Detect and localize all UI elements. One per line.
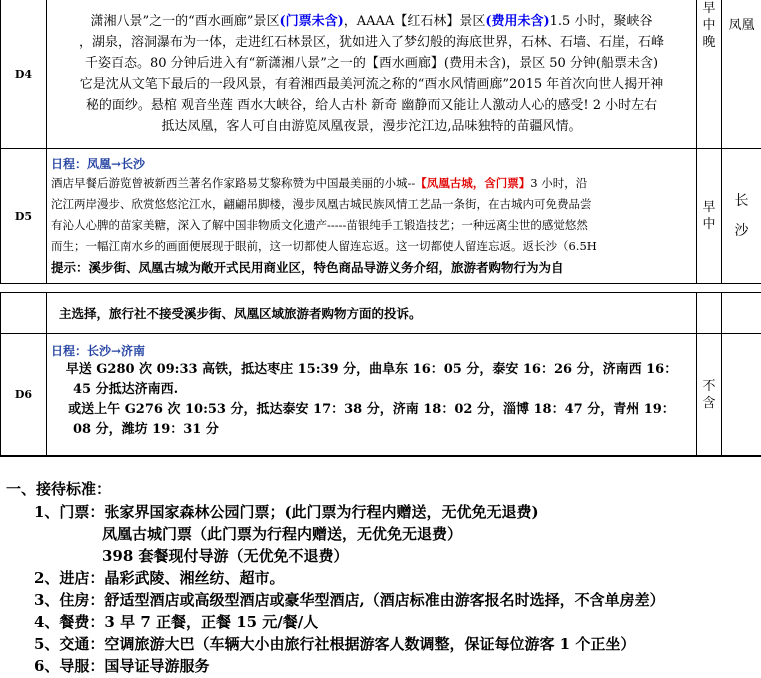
- description-line: 有沁人心脾的苗家美糖，深入了解中国非物质文化遗产-----苗银纯手工锻造技艺；一种远离尘世的感觉悠然: [51, 215, 692, 236]
- day-label: D5: [1, 149, 47, 284]
- day-row-d4: [1, 0, 761, 149]
- day-description: [47, 334, 697, 456]
- description-line: [51, 173, 692, 194]
- description-line: 千姿百态。80 分钟后进入有“新潇湘八景”之一的【酉水画廊】(费用未含)，景区 50 分钟(船票未含): [51, 53, 692, 74]
- standard-item: 6、导服：国导证导游服务: [34, 656, 209, 677]
- standard-item: 1、门票：张家界国家森林公园门票；(此门票为行程内赠送，无优免无退费): [34, 502, 539, 523]
- day-row-d6: [1, 334, 761, 456]
- accommodation-cell: [722, 334, 761, 456]
- day-description: [47, 149, 697, 284]
- meal-item: 早: [697, 199, 721, 216]
- standard-item: 5、交通：空调旅游大巴（车辆大小由旅行社根据游客人数调整，保证每位游客 1 个正坐）: [34, 634, 635, 655]
- description-line: 或送上午 G276 次 10:53 分，抵达泰安 17：38 分，济南 18：02 分，淄博 18：47 分，青州 19：: [51, 400, 692, 420]
- route-title: 日程：凤凰→长沙: [51, 155, 692, 173]
- day-row-d5: [1, 149, 761, 284]
- tip-line-continued: 主选择，旅行社不接受溪步街、凤凰区域旅游者购物方面的投诉。: [47, 304, 696, 322]
- fee-note: (费用未含): [485, 14, 549, 29]
- text-span: 1.5 小时，聚峡谷: [550, 14, 653, 29]
- meal-item: 中: [697, 216, 721, 233]
- description-line: 它是沈从文笔下最后的一段风景，有着湘西最美河流之称的“酉水风情画廊”2015 年首次向世人揭开神: [51, 74, 692, 95]
- accommodation-label: 长沙: [735, 186, 749, 246]
- empty-cell: [697, 293, 722, 334]
- standard-item: 3、住房：舒适型酒店或高级型酒店或豪华型酒店,（酒店标准由游客报名时选择，不含单房差）: [34, 590, 665, 611]
- description-line: 45 分抵达济南西.: [51, 380, 692, 400]
- itinerary-table-top: [0, 0, 761, 284]
- standard-item: 凤凰古城门票（此门票为行程内赠送，无优免无退费）: [102, 524, 462, 545]
- meals-cell: [697, 149, 722, 284]
- meal-item: 含: [697, 395, 721, 412]
- meal-item: 晚: [697, 34, 721, 51]
- day-label: D4: [1, 0, 47, 149]
- description-line: [51, 11, 692, 32]
- text-span: 酒店早餐后游览曾被新西兰著名作家路易艾黎称赞为中国最美丽的小城--: [51, 176, 415, 190]
- meal-item: 中: [697, 17, 721, 34]
- description-line: 沱江两岸漫步、欣赏悠悠沱江水，翩翩吊脚楼，漫步凤凰古城民族风情工艺品一条街，在古城内可免费品尝: [51, 194, 692, 215]
- route-title: 日程：长沙→济南: [51, 342, 692, 360]
- standard-item: 398 套餐现付导游（无优免不退费）: [102, 546, 349, 567]
- itinerary-table-bottom: [0, 292, 761, 456]
- meal-item: 不: [697, 378, 721, 395]
- tip-line: 提示：溪步街、凤凰古城为敞开式民用商业区，特色商品导游义务介绍，旅游者购物行为为自: [51, 257, 692, 278]
- description-line: 而生；一幅江南水乡的画面便展现于眼前，这一切都使人留连忘返。这一切都使人留连忘返。返长沙（6.5H: [51, 236, 692, 257]
- section-heading: 一、接待标准：: [6, 479, 111, 500]
- description-line: 08 分，潍坊 19：31 分: [51, 420, 692, 440]
- meals-cell: [697, 334, 722, 456]
- ticket-highlight: 【凤凰古城，含门票】: [415, 176, 530, 190]
- standard-item: 2、进店：晶彩武陵、湘丝纺、超市。: [34, 568, 284, 589]
- meal-item: 早: [697, 0, 721, 17]
- meals-cell: [697, 0, 722, 149]
- empty-cell: [1, 293, 47, 334]
- continued-description: [47, 293, 697, 334]
- text-span: 3 小时，沿: [530, 176, 587, 190]
- text-span: 潇湘八景”之一的“酉水画廊”景区: [91, 14, 280, 29]
- ticket-note: (门票未含): [279, 14, 343, 29]
- description-line: 秘的面纱。悬棺 观音坐莲 酉水大峡谷，给人古朴 新奇 幽静而又能让人激动人心的感受! 2 小时左右: [51, 95, 692, 116]
- reception-standards: [0, 456, 761, 678]
- accommodation-cell: 凤凰: [722, 0, 761, 149]
- description-line: 早送 G280 次 09:33 高铁，抵达枣庄 15:39 分，曲阜东 16：05 分，泰安 16：26 分，济南西 16：: [51, 360, 692, 380]
- accommodation-cell: [722, 149, 761, 284]
- text-span: ，AAAA【红石林】景区: [344, 14, 486, 29]
- empty-cell: [722, 293, 761, 334]
- day-description: [47, 0, 697, 149]
- description-line: ，湖泉，溶洞瀑布为一体，走进红石林景区，犹如进入了梦幻般的海底世界，石林、石墙、石崖，石峰: [51, 32, 692, 53]
- continued-row: [1, 293, 761, 334]
- description-line: 抵达凤凰，客人可自由游览凤凰夜景，漫步沱江边,品味独特的苗疆风情。: [51, 116, 692, 137]
- standard-item: 4、餐费：3 早 7 正餐，正餐 15 元/餐/人: [34, 612, 318, 633]
- day-label: D6: [1, 334, 47, 456]
